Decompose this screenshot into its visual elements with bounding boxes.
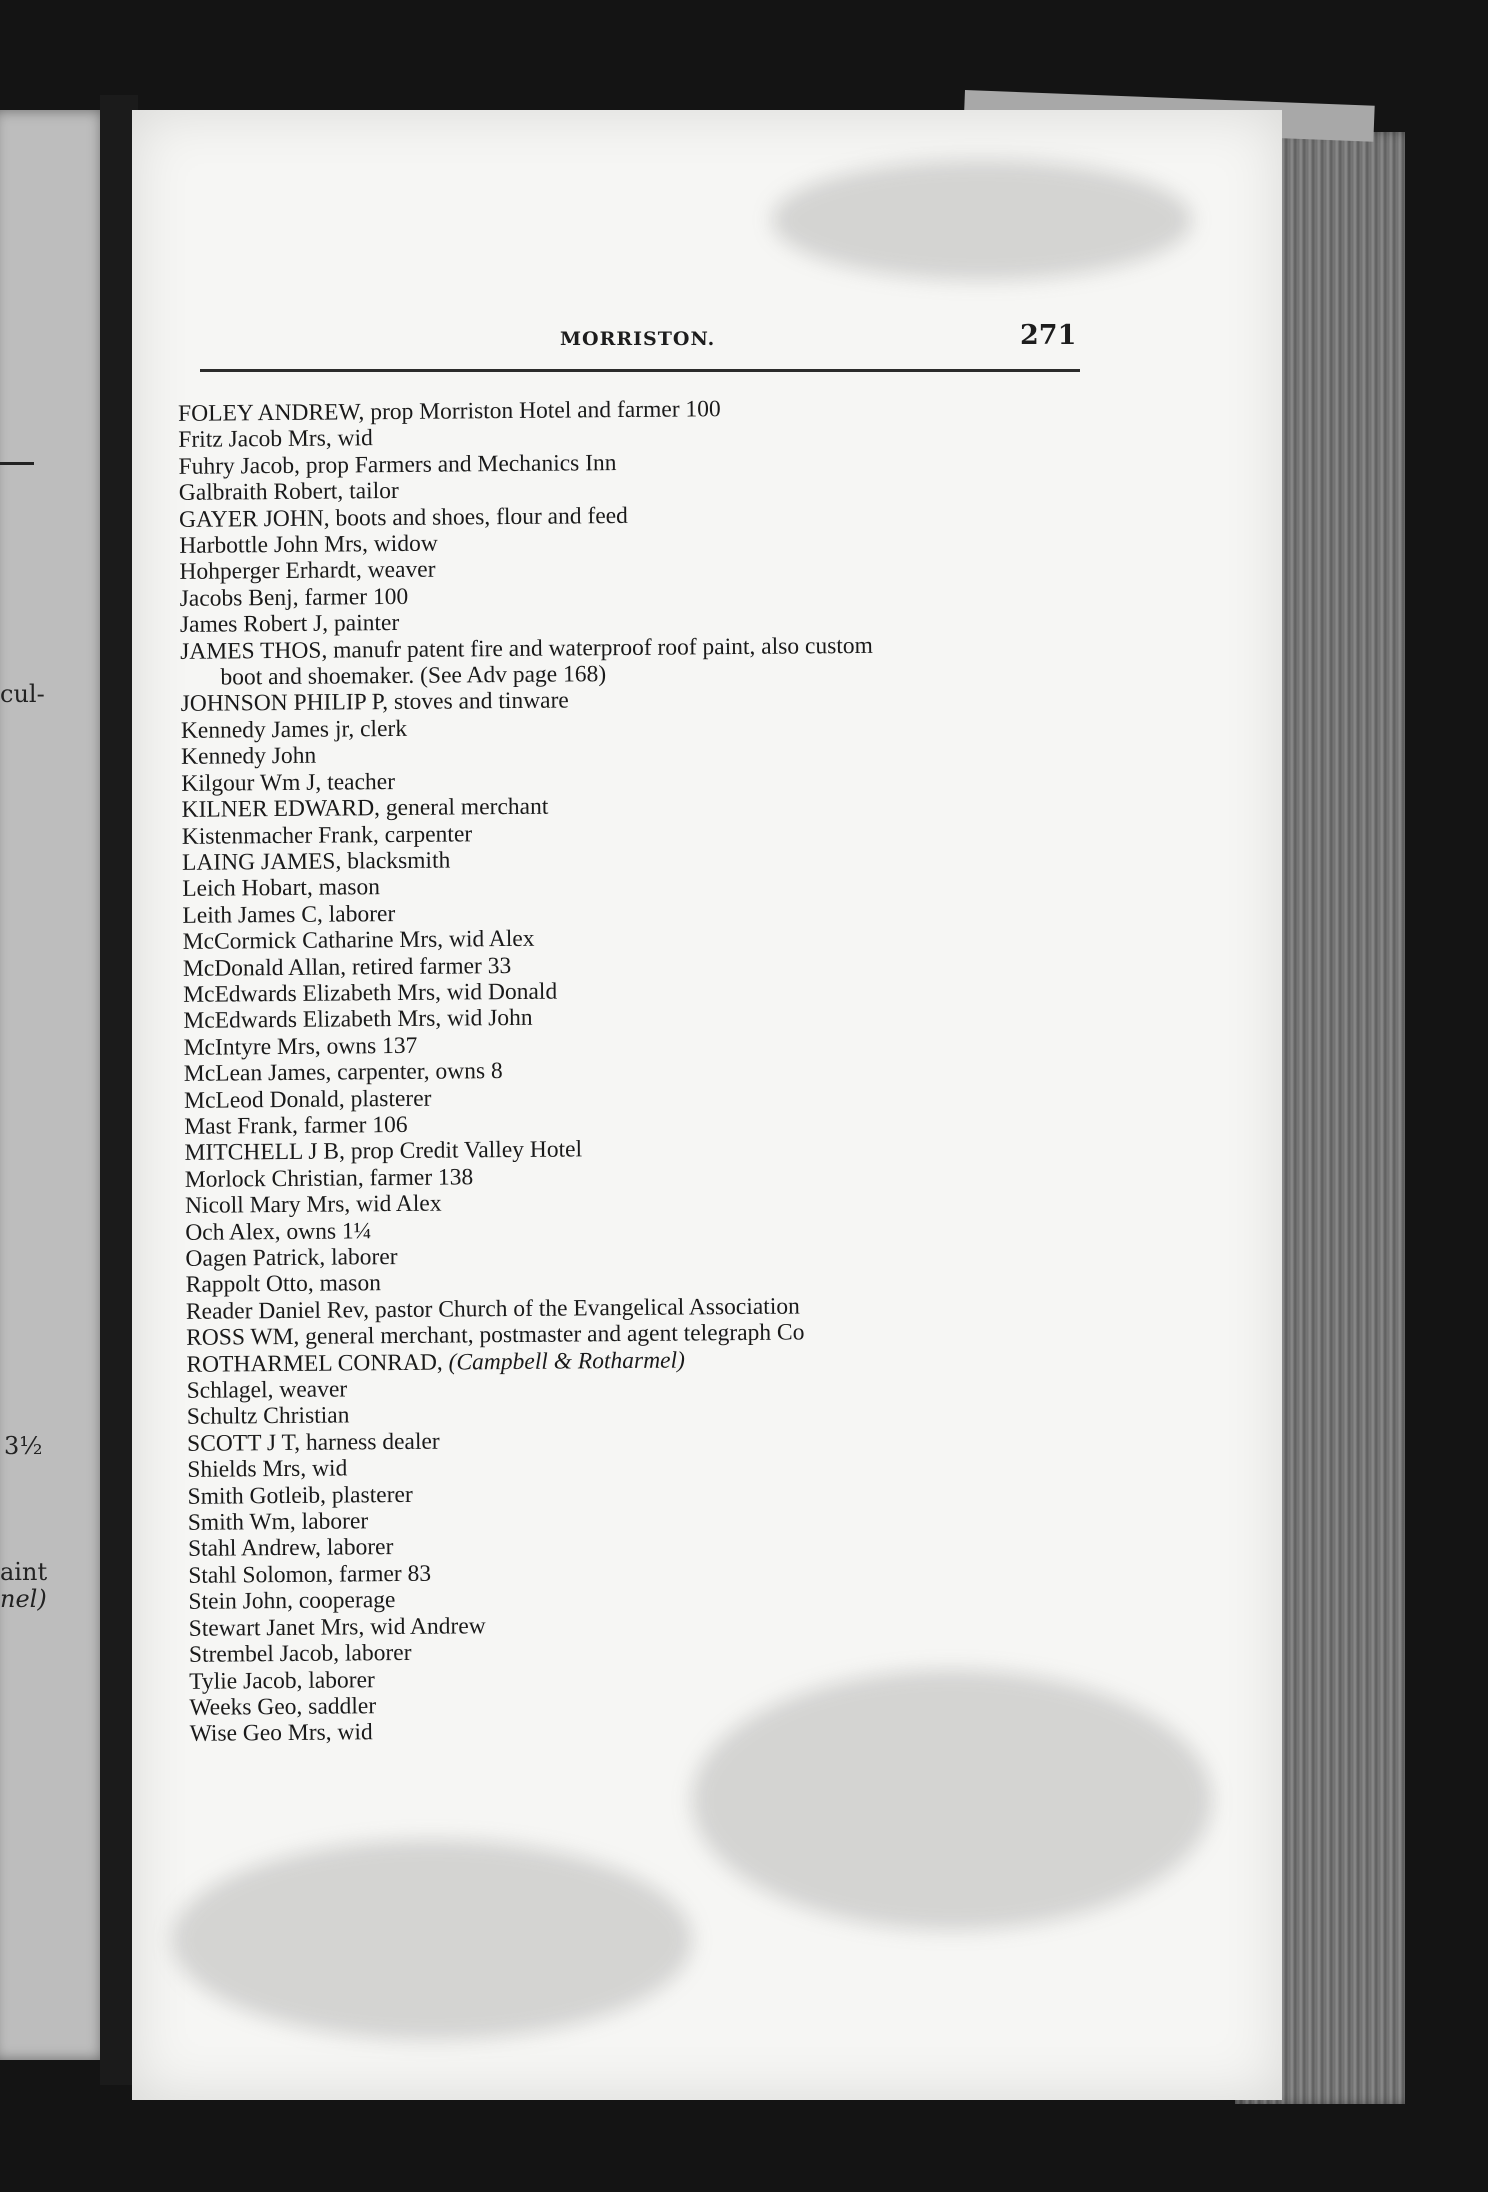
entry-detail: laborer: [326, 1534, 394, 1562]
entry-name: Stahl Andrew,: [187, 1535, 322, 1563]
entry-name: Galbraith Robert,: [178, 478, 344, 507]
entry-detail: farmer 106: [303, 1111, 408, 1139]
entry-detail: general merchant: [385, 793, 549, 822]
entry-detail: wid Andrew: [370, 1612, 486, 1640]
left-page-fragment: 3½: [4, 1432, 43, 1460]
left-page-rule: [0, 462, 34, 465]
entry-name: Schlagel,: [186, 1377, 274, 1404]
entry-detail: carpenter: [384, 820, 473, 848]
entry-detail: manufr patent fire and waterproof roof paint, also custom: [333, 632, 873, 664]
left-facing-page: [0, 110, 108, 2060]
entry-name: Hohperger Erhardt,: [179, 557, 362, 586]
entry-name: Leith James C,: [182, 901, 323, 929]
entry-detail: wid Alex: [355, 1190, 442, 1218]
entry-name: Stahl Solomon,: [188, 1561, 334, 1589]
entry-detail: wid: [311, 1455, 348, 1482]
entry-name: Rappolt Otto,: [185, 1271, 314, 1299]
entry-name: McEdwards Elizabeth Mrs,: [183, 1005, 442, 1035]
entry-detail: laborer: [308, 1666, 375, 1694]
entry-name: FOLEY ANDREW,: [177, 399, 365, 427]
page-number: 271: [1020, 320, 1077, 351]
entry-name: Smith Gotleib,: [187, 1482, 327, 1510]
entry-name: James Robert J,: [179, 610, 329, 639]
entry-detail: blacksmith: [347, 847, 451, 875]
entry-detail: wid Donald: [446, 978, 558, 1006]
entry-detail: laborer: [330, 1243, 398, 1271]
entry-name: ROSS WM,: [186, 1324, 300, 1352]
entry-name: JAMES THOS,: [180, 637, 328, 665]
entry-detail: farmer 83: [338, 1560, 432, 1588]
entry-detail: owns 137: [326, 1032, 418, 1060]
entry-detail: laborer: [328, 900, 396, 928]
entry-name: McEdwards Elizabeth Mrs,: [183, 979, 442, 1008]
entry-detail: retired farmer 33: [351, 952, 512, 980]
entry-name: Morlock Christian,: [184, 1165, 364, 1193]
entry-detail: teacher: [327, 768, 396, 796]
entry-detail: prop Credit Valley Hotel: [350, 1136, 583, 1165]
entry-detail: wid: [337, 1719, 373, 1746]
entry-name: McLeod Donald,: [183, 1086, 345, 1114]
entry-name: Jacobs Benj,: [179, 584, 299, 612]
entry-name: McCormick Catharine Mrs,: [182, 926, 444, 955]
entry-detail: prop Morriston Hotel and farmer 100: [370, 396, 721, 426]
entry-name: SCOTT J T,: [186, 1429, 301, 1457]
entry-name: Leich Hobart,: [182, 875, 313, 903]
entry-detail: laborer: [301, 1508, 369, 1535]
entry-detail: carpenter, owns 8: [337, 1058, 503, 1086]
entry-name: Kennedy James jr,: [180, 716, 355, 744]
entry-detail: weaver: [367, 557, 436, 584]
entry-detail: harness dealer: [305, 1428, 440, 1456]
entry-name: Kistenmacher Frank,: [181, 821, 379, 850]
entry-name: Mast Frank,: [184, 1112, 299, 1140]
entry-detail: plasterer: [350, 1085, 432, 1112]
entry-name: Schultz Christian: [186, 1402, 350, 1431]
entry-detail: general merchant, postmaster and agent telegraph Co: [305, 1319, 805, 1351]
entry-name: Weeks Geo,: [189, 1693, 303, 1721]
entry-detail: mason: [319, 1270, 382, 1298]
left-page-fragment: aint: [0, 1558, 48, 1586]
page-header: [200, 320, 1077, 360]
header-rule: [200, 369, 1080, 372]
entry-detail: saddler: [308, 1693, 377, 1720]
entry-detail: wid John: [446, 1005, 533, 1032]
entry-detail: (Campbell & Rotharmel): [448, 1347, 686, 1376]
entry-name: Reader Daniel Rev,: [185, 1297, 370, 1325]
running-head: MORRISTON.: [560, 328, 716, 350]
entry-name: Kennedy John: [180, 742, 317, 771]
entry-name: Tylie Jacob,: [189, 1667, 303, 1695]
entry-detail: farmer 138: [369, 1164, 474, 1192]
entry-detail: wid Alex: [448, 925, 535, 953]
entry-detail: laborer: [344, 1639, 412, 1667]
entry-name: Stein John,: [188, 1588, 294, 1616]
left-page-fragment: nel): [0, 1585, 47, 1613]
entry-name: MITCHELL J B,: [184, 1138, 346, 1167]
entry-detail: widow: [373, 530, 438, 558]
entry-name: Fritz Jacob Mrs,: [178, 425, 332, 454]
entry-name: McIntyre Mrs,: [183, 1033, 321, 1061]
entry-name: GAYER JOHN,: [178, 505, 330, 533]
entry-detail: farmer 100: [304, 583, 409, 611]
entry-name: Shields Mrs,: [187, 1456, 307, 1484]
entry-detail: boots and shoes, flour and feed: [335, 502, 628, 532]
entry-detail: clerk: [359, 715, 408, 743]
entry-name: Stewart Janet Mrs,: [188, 1613, 365, 1642]
entry-detail: mason: [318, 874, 381, 901]
directory-entry: [166, 631, 1086, 692]
entry-continuation: boot and shoemaker. (See Adv page 168): [220, 661, 607, 691]
entry-name: KILNER EDWARD,: [181, 795, 381, 823]
entry-name: LAING JAMES,: [181, 848, 342, 876]
entry-detail: wid: [337, 425, 373, 452]
entry-detail: plasterer: [331, 1481, 413, 1509]
entry-name: Strembel Jacob,: [188, 1640, 340, 1668]
entry-detail: owns 1¼: [286, 1217, 372, 1245]
entry-detail: cooperage: [298, 1587, 396, 1615]
entry-detail: weaver: [279, 1376, 348, 1404]
entry-detail: tailor: [349, 478, 399, 505]
entry-name: Nicoll Mary Mrs,: [184, 1191, 351, 1220]
directory-entries: [164, 393, 1096, 1748]
entry-name: Och Alex,: [185, 1218, 281, 1246]
entry-name: Wise Geo Mrs,: [189, 1719, 332, 1748]
entry-name: Kilgour Wm J,: [181, 769, 322, 797]
entry-name: Fuhry Jacob,: [178, 452, 301, 480]
entry-name: JOHNSON PHILIP P,: [180, 689, 389, 718]
entry-name: McDonald Allan,: [182, 953, 347, 982]
entry-detail: pastor Church of the Evangelical Association: [374, 1293, 800, 1324]
entry-name: ROTHARMEL CONRAD,: [186, 1349, 443, 1378]
entry-detail: painter: [333, 610, 400, 637]
entry-detail: stoves and tinware: [393, 687, 569, 716]
entry-name: Harbottle John Mrs,: [179, 531, 369, 559]
entry-name: Smith Wm,: [187, 1508, 296, 1536]
entry-name: McLean James,: [183, 1059, 332, 1088]
entry-name: Oagen Patrick,: [185, 1244, 326, 1272]
entry-detail: prop Farmers and Mechanics Inn: [305, 449, 617, 479]
left-page-fragment: cul-: [0, 680, 45, 708]
